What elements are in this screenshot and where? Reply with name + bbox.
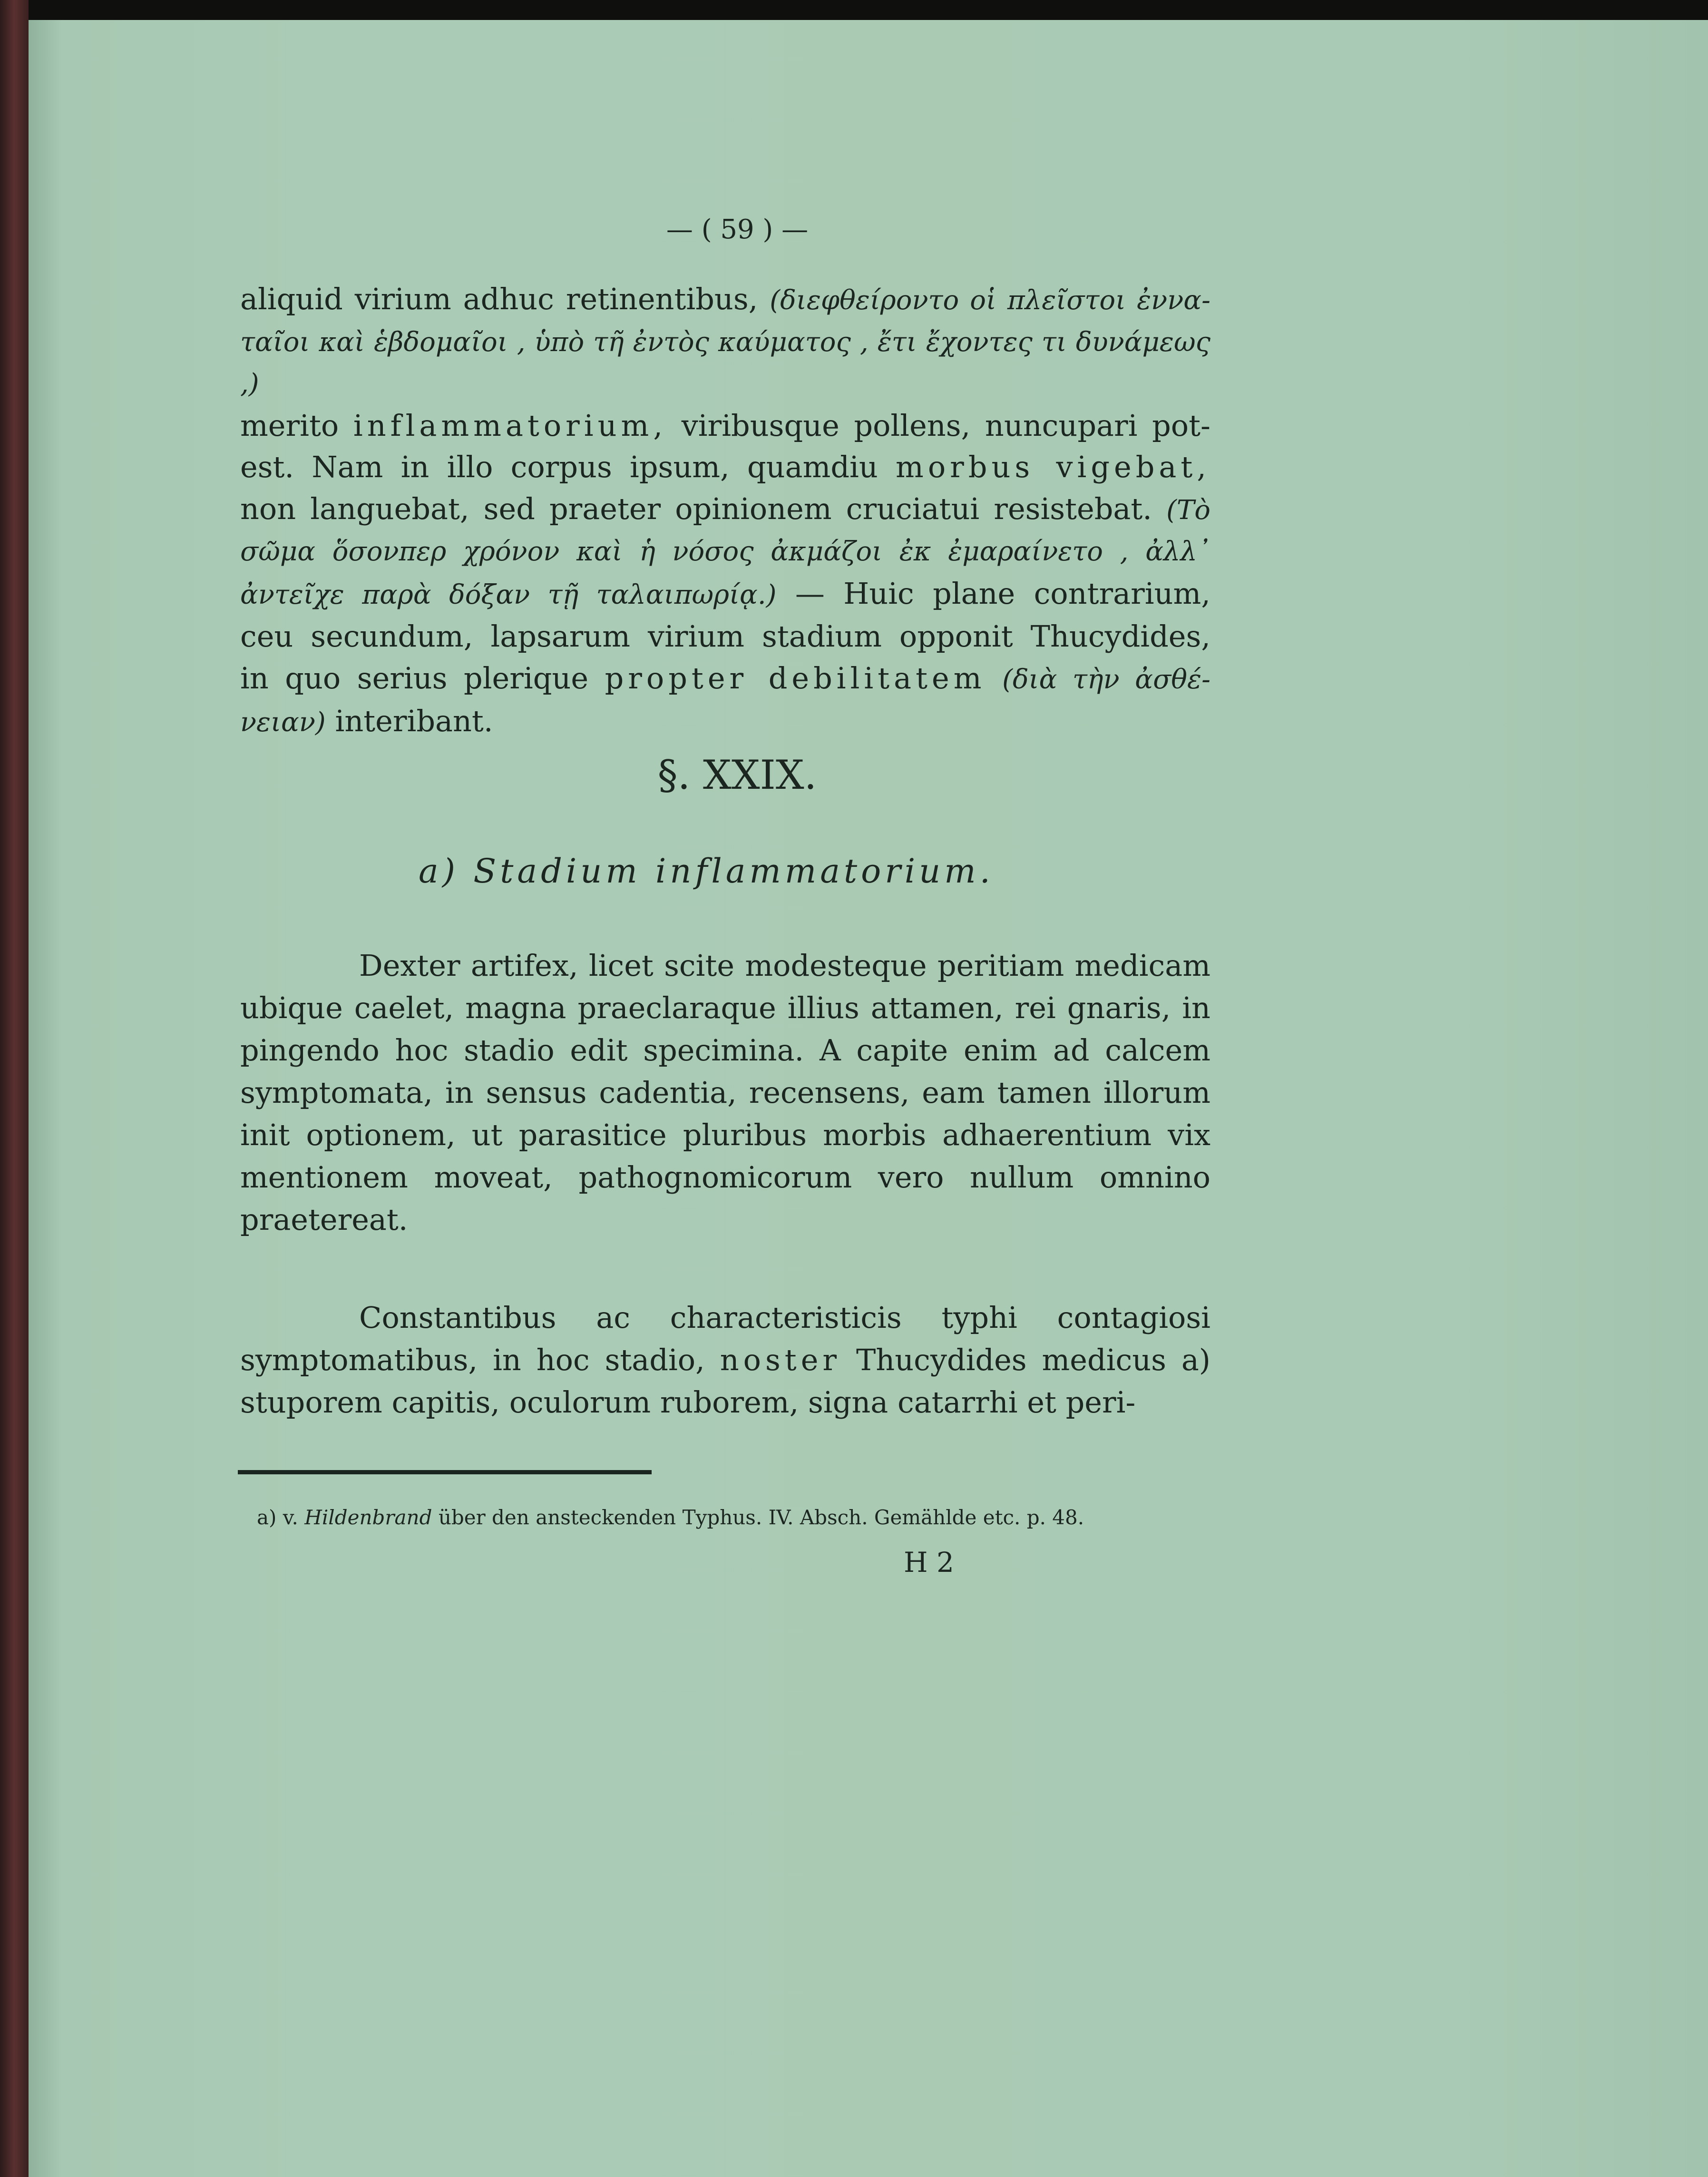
passage-1 [240, 278, 1210, 744]
book-spine [0, 0, 29, 2177]
text-latin: aliquid virium adhuc retinentibus, [240, 282, 758, 316]
section-title: §. XXIX. [657, 752, 817, 798]
text-latin: merito [240, 408, 339, 443]
text-latin: Thucydides medicus a) stuporem capitis, oculorum ruborem, signa catarrhi et peri- [240, 1343, 1210, 1420]
signature-mark: H 2 [904, 1546, 954, 1579]
text-greek: (διεφθείροντο οἱ πλεῖστοι ἐννα- [770, 285, 1210, 316]
text-emphasis: propter debilitatem [605, 660, 986, 696]
footnote-marker: a) v. [257, 1506, 298, 1529]
line-4 [240, 446, 1210, 488]
text-latin: viribusque pollens, nuncupari pot- [681, 408, 1210, 443]
text-greek: (διὰ τὴν ἀσθέ- [1002, 664, 1210, 695]
text-greek: νειαν) [240, 707, 326, 738]
section-subtitle: a) Stadium inflammatorium. [419, 852, 994, 891]
text-latin: Constantibus ac characteristicis typhi contagiosi symptomatibus, in hoc stadio, [240, 1300, 1210, 1377]
line-8: ceu secundum, lapsarum virium stadium opponit Thucydides, [240, 619, 1210, 654]
text-emphasis: inflammatorium, [353, 408, 667, 443]
line-7 [240, 573, 1210, 616]
text-greek: (Τὸ [1166, 494, 1210, 526]
paragraph-2 [240, 1296, 1210, 1423]
paragraph-1: Dexter artifex, licet scite modesteque peritiam medicam ubique caelet, magna praeclaraque illius attamen, rei gnaris, in pingendo hoc stadio edit specimina. A capite enim ad calcem symptomata, in sensus cadentia, recensens, eam tamen illorum init optionem, ut parasitice pluribus morbis adhaerentium vix mentionem moveat, pathognomicorum vero nullum omnino praetereat. [240, 948, 1210, 1237]
line-10 [240, 700, 1210, 744]
footnote-rule [238, 1470, 652, 1474]
line-3 [240, 405, 1210, 447]
footnote [257, 1506, 1213, 1529]
line-9 [240, 657, 1210, 701]
text-emphasis: noster [720, 1343, 841, 1377]
text-latin: interibant. [335, 704, 493, 738]
page-header: — ( 59 ) — [666, 214, 809, 245]
text-latin: est. Nam in illo corpus ipsum, quamdiu [240, 450, 878, 484]
text-greek: ἀντεῖχε παρὰ δόξαν τῇ ταλαιπωρίᾳ.) [240, 579, 777, 610]
text-latin: non languebat, sed praeter opinionem cruciatui resistebat. [240, 491, 1152, 526]
line-1 [240, 278, 1210, 322]
line-2: ταῖοι καὶ ἑβδομαῖοι , ὑπὸ τῆ ἐντὸς καύματος , ἔτι ἔχοντες τι δυνάμεως ,) [240, 326, 1210, 399]
footnote-author: Hildenbrand [304, 1506, 432, 1529]
text-emphasis: morbus vigebat, [896, 450, 1210, 484]
text-latin: — Huic plane contrarium, [795, 576, 1210, 611]
line-6: σῶμα ὅσονπερ χρόνον καὶ ἡ νόσος ἀκμάζοι ἐκ ἐμαραίνετο , ἀλλ᾽ [240, 536, 1210, 567]
line-5 [240, 488, 1210, 531]
text-latin: in quo serius plerique [240, 660, 589, 696]
footnote-text: über den ansteckenden Typhus. IV. Absch. Gemählde etc. p. 48. [438, 1506, 1084, 1529]
